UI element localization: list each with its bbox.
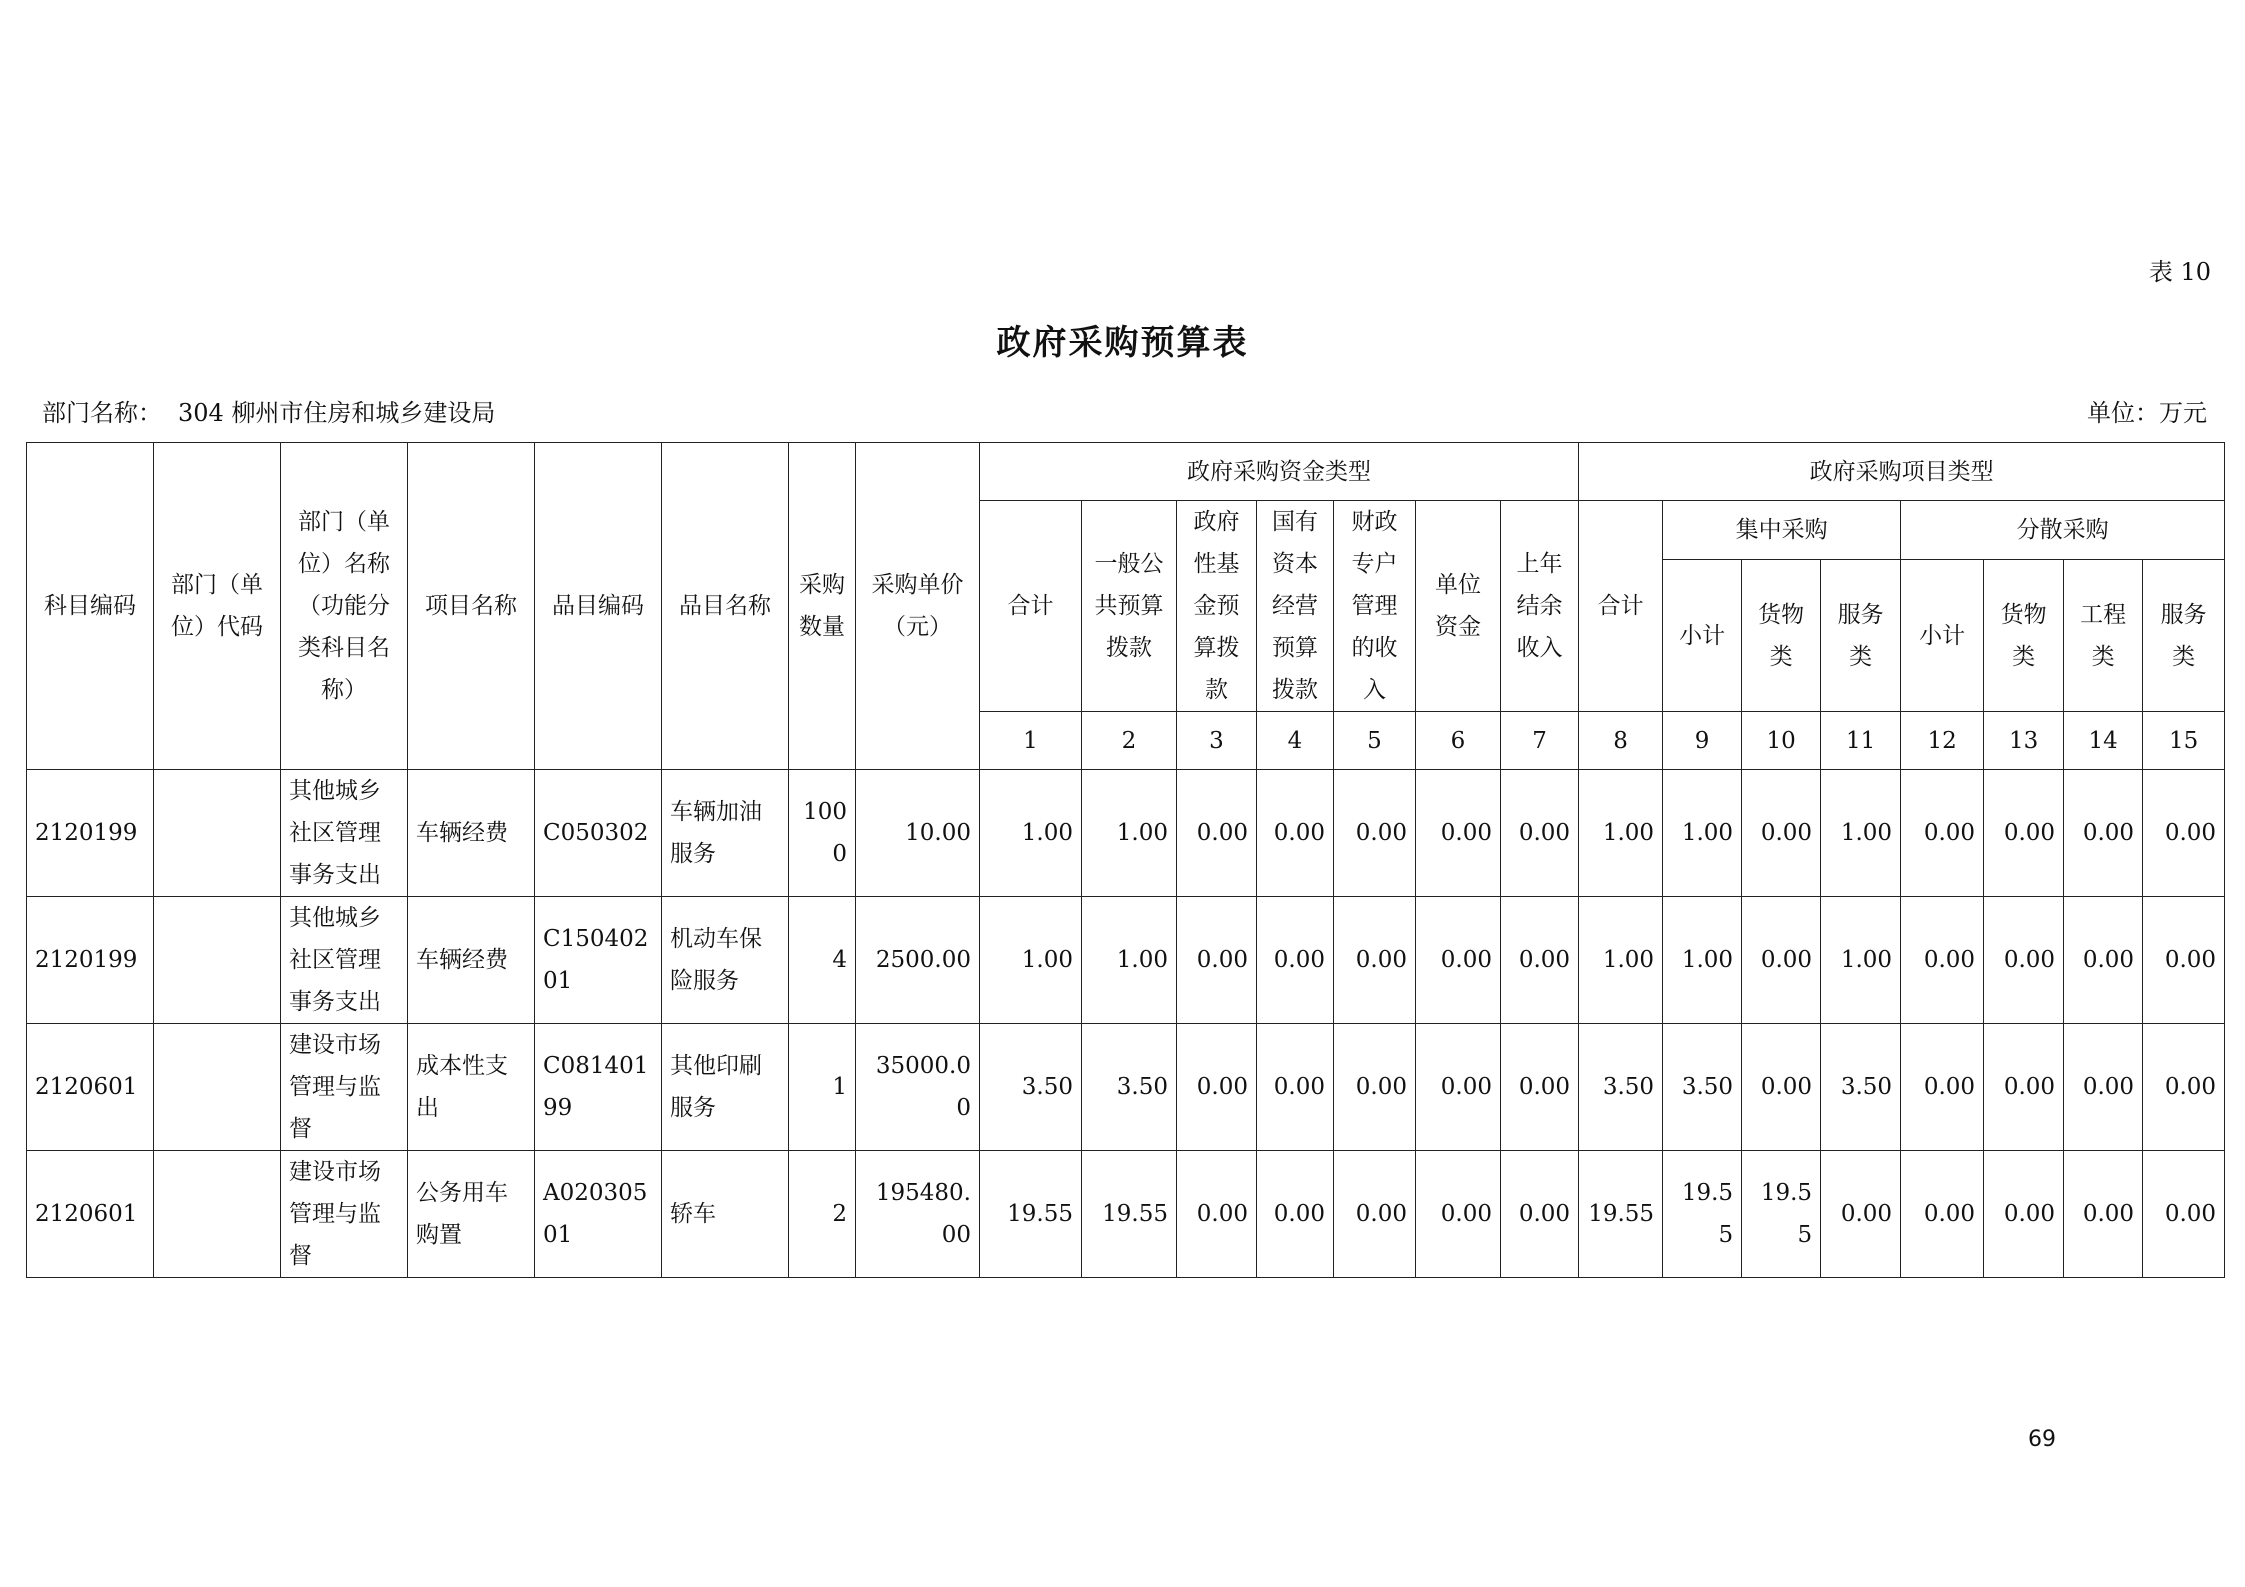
cell-value: 1.00: [1663, 897, 1742, 1024]
cell-unit-price: 195480.00: [856, 1151, 980, 1278]
cell-project-name: 公务用车购置: [408, 1151, 535, 1278]
col-number: 3: [1177, 712, 1257, 770]
cell-value: 3.50: [1821, 1024, 1901, 1151]
cell-project-name: 车辆经费: [408, 897, 535, 1024]
col-number: 1: [980, 712, 1082, 770]
header-project-name: 项目名称: [408, 443, 535, 770]
cell-subject-code: 2120199: [27, 897, 154, 1024]
header-central-service: 服务类: [1821, 560, 1901, 712]
cell-subject-code: 2120601: [27, 1024, 154, 1151]
table-row: [27, 1151, 2225, 1278]
cell-value: 0.00: [1177, 897, 1257, 1024]
cell-value: 0.00: [1257, 1024, 1334, 1151]
cell-value: 0.00: [1257, 1151, 1334, 1278]
cell-value: 0.00: [1742, 1024, 1821, 1151]
cell-value: 0.00: [1501, 1151, 1579, 1278]
col-number: 10: [1742, 712, 1821, 770]
header-dispersed: 分散采购: [1901, 501, 2225, 560]
cell-dept-code: [154, 897, 281, 1024]
cell-dept-code: [154, 770, 281, 897]
cell-item-name: 其他印刷服务: [662, 1024, 789, 1151]
header-fund-type: 政府采购资金类型: [980, 443, 1579, 501]
header-dept-name: 部门（单位）名称（功能分类科目名称）: [281, 443, 408, 770]
col-number: 8: [1579, 712, 1663, 770]
cell-value: 1.00: [1821, 897, 1901, 1024]
cell-quantity: 1: [789, 1024, 856, 1151]
cell-value: 0.00: [2064, 1151, 2143, 1278]
cell-value: 0.00: [1334, 897, 1416, 1024]
cell-value: 0.00: [2143, 770, 2225, 897]
col-number: 2: [1082, 712, 1177, 770]
cell-value: 0.00: [1984, 897, 2064, 1024]
cell-value: 0.00: [1177, 770, 1257, 897]
cell-unit-price: 10.00: [856, 770, 980, 897]
cell-value: 3.50: [1579, 1024, 1663, 1151]
cell-value: 0.00: [1901, 897, 1984, 1024]
header-central: 集中采购: [1663, 501, 1901, 560]
cell-item-code: C050302: [535, 770, 662, 897]
cell-value: 0.00: [1416, 897, 1501, 1024]
header-item-name: 品目名称: [662, 443, 789, 770]
col-number: 11: [1821, 712, 1901, 770]
cell-value: 1.00: [1579, 897, 1663, 1024]
department-line: [42, 393, 511, 428]
header-last-year: 上年结余收入: [1501, 501, 1579, 712]
cell-value: 0.00: [1334, 770, 1416, 897]
cell-value: 1.00: [1082, 897, 1177, 1024]
header-dispersed-service: 服务类: [2143, 560, 2225, 712]
cell-value: 0.00: [1984, 1151, 2064, 1278]
cell-value: 0.00: [1984, 770, 2064, 897]
cell-value: 0.00: [1501, 1024, 1579, 1151]
cell-value: 0.00: [1257, 897, 1334, 1024]
header-quantity: 采购数量: [789, 443, 856, 770]
cell-value: 1.00: [1821, 770, 1901, 897]
col-number: 14: [2064, 712, 2143, 770]
header-unit-fund: 单位资金: [1416, 501, 1501, 712]
cell-value: 0.00: [2064, 897, 2143, 1024]
cell-unit-price: 2500.00: [856, 897, 980, 1024]
cell-value: 3.50: [1663, 1024, 1742, 1151]
procurement-budget-table: [26, 442, 2225, 1278]
page-title: 政府采购预算表: [996, 323, 1249, 363]
cell-value: 0.00: [1501, 897, 1579, 1024]
col-number: 7: [1501, 712, 1579, 770]
col-number: 13: [1984, 712, 2064, 770]
col-number: 5: [1334, 712, 1416, 770]
cell-value: 0.00: [1416, 1151, 1501, 1278]
cell-item-code: C08140199: [535, 1024, 662, 1151]
table-row: [27, 1024, 2225, 1151]
table-row: [27, 897, 2225, 1024]
header-dispersed-engineering: 工程类: [2064, 560, 2143, 712]
cell-value: 0.00: [1177, 1024, 1257, 1151]
cell-value: 1.00: [980, 770, 1082, 897]
cell-subject-code: 2120601: [27, 1151, 154, 1278]
cell-dept-name: 建设市场管理与监督: [281, 1151, 408, 1278]
department-label: 部门名称：: [42, 399, 162, 427]
col-number: 4: [1257, 712, 1334, 770]
header-item-code: 品目编码: [535, 443, 662, 770]
col-number: 12: [1901, 712, 1984, 770]
header-state-capital: 国有资本经营预算拨款: [1257, 501, 1334, 712]
header-subject-code: 科目编码: [27, 443, 154, 770]
cell-value: 19.55: [1082, 1151, 1177, 1278]
header-general-budget: 一般公共预算拨款: [1082, 501, 1177, 712]
header-fund-total: 合计: [980, 501, 1082, 712]
cell-dept-code: [154, 1024, 281, 1151]
header-central-subtotal: 小计: [1663, 560, 1742, 712]
col-number: 9: [1663, 712, 1742, 770]
cell-dept-name: 其他城乡社区管理事务支出: [281, 770, 408, 897]
cell-value: 0.00: [1901, 770, 1984, 897]
cell-value: 0.00: [1742, 897, 1821, 1024]
cell-value: 19.55: [980, 1151, 1082, 1278]
cell-value: 0.00: [2143, 1024, 2225, 1151]
cell-value: 0.00: [1901, 1151, 1984, 1278]
cell-value: 19.55: [1742, 1151, 1821, 1278]
cell-quantity: 4: [789, 897, 856, 1024]
table-number: 表 10: [2148, 258, 2211, 286]
cell-dept-name: 建设市场管理与监督: [281, 1024, 408, 1151]
cell-item-code: A02030501: [535, 1151, 662, 1278]
page-number: 69: [2028, 1427, 2056, 1452]
header-dispersed-subtotal: 小计: [1901, 560, 1984, 712]
cell-item-name: 机动车保险服务: [662, 897, 789, 1024]
department-value: 304 柳州市住房和城乡建设局: [178, 399, 496, 427]
cell-value: 0.00: [1257, 770, 1334, 897]
table-row: [27, 770, 2225, 897]
header-unit-price: 采购单价（元）: [856, 443, 980, 770]
cell-value: 1.00: [1082, 770, 1177, 897]
cell-dept-code: [154, 1151, 281, 1278]
cell-quantity: 1000: [789, 770, 856, 897]
cell-value: 19.55: [1579, 1151, 1663, 1278]
cell-value: 1.00: [1663, 770, 1742, 897]
col-number: 15: [2143, 712, 2225, 770]
header-dispersed-goods: 货物类: [1984, 560, 2064, 712]
cell-unit-price: 35000.00: [856, 1024, 980, 1151]
cell-value: 1.00: [1579, 770, 1663, 897]
unit-label: 单位：万元: [2087, 399, 2207, 427]
header-gov-fund: 政府性基金预算拨款: [1177, 501, 1257, 712]
cell-value: 0.00: [1501, 770, 1579, 897]
header-project-type: 政府采购项目类型: [1579, 443, 2225, 501]
cell-value: 0.00: [2064, 770, 2143, 897]
cell-item-code: C15040201: [535, 897, 662, 1024]
cell-value: 0.00: [2064, 1024, 2143, 1151]
cell-dept-name: 其他城乡社区管理事务支出: [281, 897, 408, 1024]
cell-value: 0.00: [1334, 1024, 1416, 1151]
cell-value: 0.00: [2143, 1151, 2225, 1278]
cell-value: 0.00: [1416, 770, 1501, 897]
header-special-account: 财政专户管理的收入: [1334, 501, 1416, 712]
cell-value: 0.00: [1984, 1024, 2064, 1151]
cell-value: 1.00: [980, 897, 1082, 1024]
cell-value: 3.50: [1082, 1024, 1177, 1151]
header-central-goods: 货物类: [1742, 560, 1821, 712]
cell-value: 0.00: [1177, 1151, 1257, 1278]
cell-value: 0.00: [2143, 897, 2225, 1024]
cell-value: 0.00: [1416, 1024, 1501, 1151]
cell-subject-code: 2120199: [27, 770, 154, 897]
cell-value: 0.00: [1821, 1151, 1901, 1278]
cell-project-name: 成本性支出: [408, 1024, 535, 1151]
cell-value: 0.00: [1901, 1024, 1984, 1151]
col-number: 6: [1416, 712, 1501, 770]
cell-value: 19.55: [1663, 1151, 1742, 1278]
cell-value: 0.00: [1334, 1151, 1416, 1278]
cell-quantity: 2: [789, 1151, 856, 1278]
cell-value: 3.50: [980, 1024, 1082, 1151]
cell-project-name: 车辆经费: [408, 770, 535, 897]
header-dept-code: 部门（单位）代码: [154, 443, 281, 770]
header-project-total: 合计: [1579, 501, 1663, 712]
cell-item-name: 轿车: [662, 1151, 789, 1278]
cell-item-name: 车辆加油服务: [662, 770, 789, 897]
cell-value: 0.00: [1742, 770, 1821, 897]
